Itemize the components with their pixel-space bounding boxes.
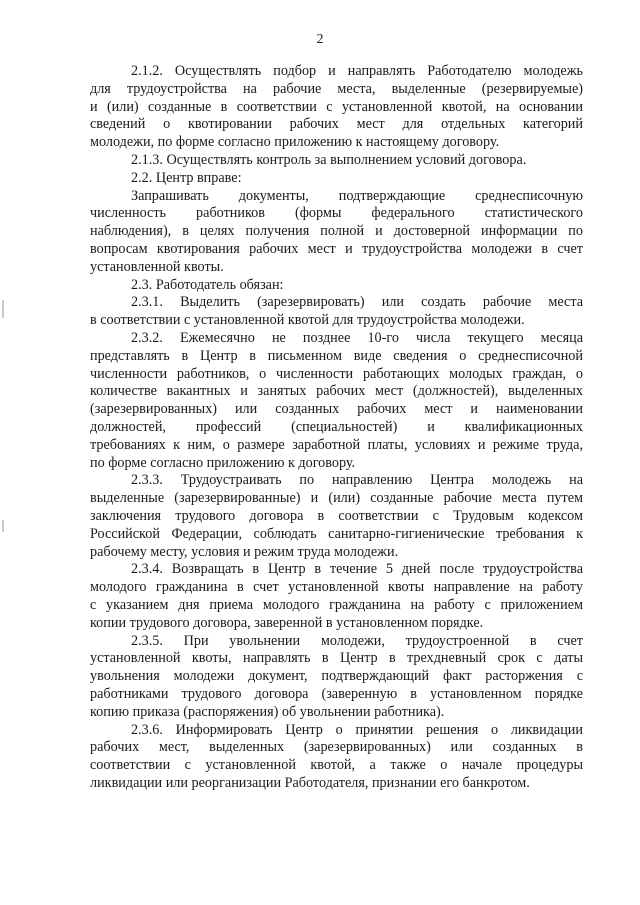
text-line: рабочих мест, выделенных (зарезервированных) или созданных в <box>90 739 583 756</box>
text-line: количестве вакантных и занятых рабочих мест (должностей), выделенных <box>90 383 583 400</box>
scan-artifact <box>2 300 4 318</box>
text-line: молодежи, по форме согласно приложению к настоящему договору. <box>90 134 500 151</box>
text-line: 2.3.5. При увольнении молодежи, трудоустроенной в счет <box>131 632 583 649</box>
text-line: 2.1.3. Осуществлять контроль за выполнением условий договора. <box>131 152 527 168</box>
text-line: копию приказа (распоряжения) об увольнении работника). <box>90 703 445 720</box>
text-line: соответствии с установленной квотой, а также о начале процедуры <box>90 757 583 774</box>
text-line: (зарезервированных) или созданных рабочих мест и наименовании <box>90 401 583 418</box>
text-line: копии трудового договора, заверенной в установленном порядке. <box>90 614 484 631</box>
text-line: и (или) созданные в соответствии с установленной квотой, на основании <box>90 98 583 115</box>
text-line: 2.3.2. Ежемесячно не позднее 10-го числа текущего месяца <box>131 330 583 346</box>
text-line: численность работников (формы федерального статистического <box>90 205 583 222</box>
text-line: увольнения молодежи документ, подтверждающий факт расторжения с <box>90 668 583 685</box>
text-line: Российской Федерации, соблюдать санитарно-гигиенические требования к <box>90 525 583 542</box>
text-line: установленной квоты. <box>90 258 224 275</box>
text-line: сведений о квотировании рабочих мест для отдельных категорий <box>90 116 583 133</box>
text-line: должностей, профессий (специальностей) и квалификационных <box>90 419 583 435</box>
text-line: 2.1.2. Осуществлять подбор и направлять Работодателю молодежь <box>131 63 583 79</box>
text-line: установленной квоты, направлять в Центр в трехдневный срок с даты <box>90 650 583 667</box>
text-line: заключения трудового договора в соответствии с Трудовым кодексом <box>90 508 583 524</box>
text-line: 2.3.3. Трудоустраивать по направлению Центра молодежь на <box>131 472 583 489</box>
text-line: выделенные (зарезервированные) и (или) созданные рабочие места путем <box>90 490 583 507</box>
text-line: вопросам квотирования рабочих мест и трудоустройства молодежи в счет <box>90 241 583 257</box>
text-line: молодого гражданина в счет установленной квоты направление на работу <box>90 579 583 596</box>
page-number: 2 <box>316 32 324 47</box>
text-line: 2.3.6. Информировать Центр о принятии решения о ликвидации <box>131 721 583 738</box>
text-line: с указанием дня приема молодого гражданина на работу с приложением <box>90 597 583 613</box>
text-line: наблюдения), в целях получения полной и достоверной информации по <box>90 223 583 240</box>
text-line: рабочему месту, условия и режим труда молодежи. <box>90 543 399 560</box>
text-line: численности работников, о численности работающих молодых граждан, о <box>90 365 583 382</box>
text-line: для трудоустройства на рабочие места, выделенные (резервируемые) <box>90 80 583 97</box>
text-line: 2.3.1. Выделить (зарезервировать) или создать рабочие места <box>131 294 583 311</box>
text-line: требованиях к ним, о размере заработной платы, условиях и режиме труда, <box>90 436 583 453</box>
text-line: работниками трудового договора (заверенную в установленном порядке <box>90 686 583 702</box>
text-line: в соответствии с установленной квотой для трудоустройства молодежи. <box>90 312 525 329</box>
scan-artifact <box>2 520 4 532</box>
text-line: представлять в Центр в письменном виде сведения о среднесписочной <box>90 347 583 364</box>
text-line: по форме согласно приложению к договору. <box>90 454 356 471</box>
text-line: 2.2. Центр вправе: <box>131 169 242 186</box>
text-line: Запрашивать документы, подтверждающие среднесписочную <box>131 187 583 204</box>
text-line: 2.3. Работодатель обязан: <box>131 276 284 293</box>
text-line: 2.3.4. Возвращать в Центр в течение 5 дней после трудоустройства <box>131 561 583 578</box>
text-line: ликвидации или реорганизации Работодателя, признании его банкротом. <box>90 775 530 791</box>
